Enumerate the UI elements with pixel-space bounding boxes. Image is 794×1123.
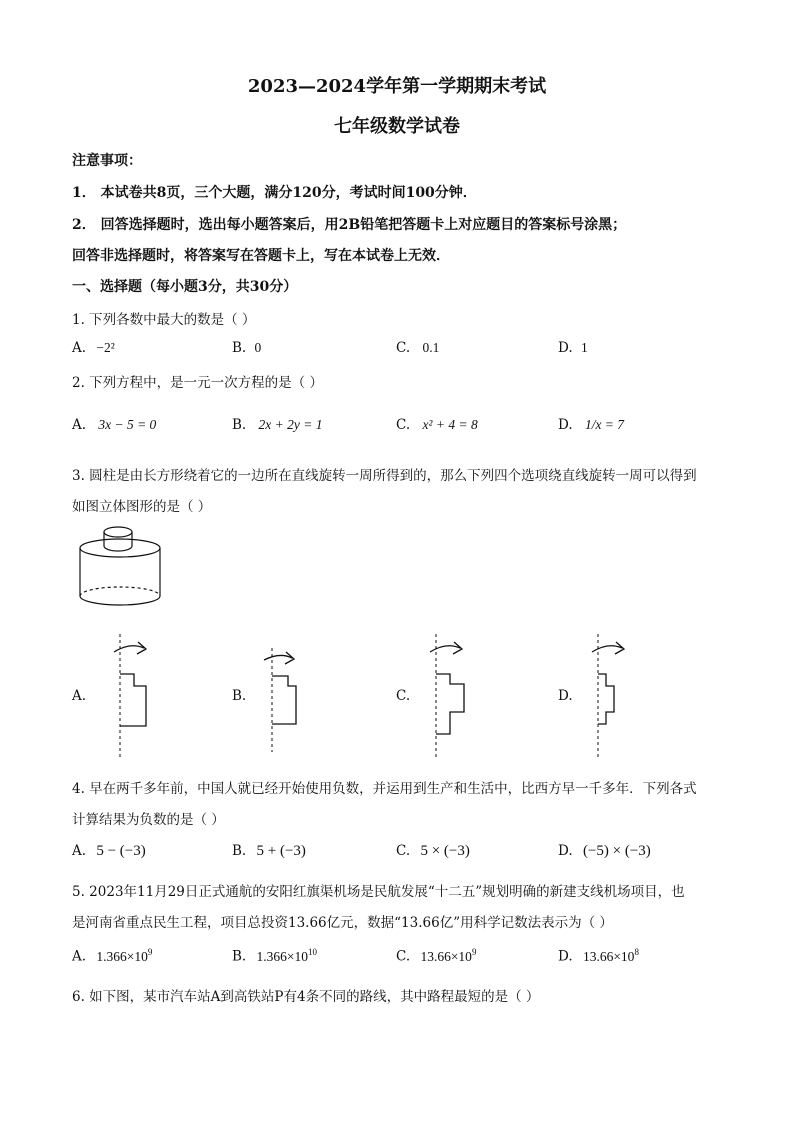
- question-stem: 6. 如下图，某市汽车站A到高铁站P有4条不同的路线，其中路程最短的是（ ）: [72, 989, 540, 1005]
- option-label: B.: [232, 843, 247, 859]
- option-d-label: D.: [558, 688, 573, 704]
- option-b: [232, 340, 261, 356]
- question-stem: 1. 下列各数中最大的数是（ ）: [72, 312, 256, 328]
- option-text: 1: [580, 340, 588, 355]
- option-label: B.: [232, 417, 247, 433]
- question-stem-line2: 如图立体图形的是（ ）: [72, 499, 212, 515]
- option-exponent: 8: [634, 947, 639, 957]
- section-heading: 一、选择题（每小题3分，共30分）: [72, 279, 298, 295]
- option-c: [396, 340, 439, 356]
- option-label: C.: [396, 948, 411, 965]
- option-label: C.: [396, 340, 411, 356]
- option-d: [558, 417, 624, 433]
- question-stem: 2. 下列方程中，是一元一次方程的是（ ）: [72, 375, 323, 391]
- option-d: [558, 340, 588, 356]
- option-mantissa: 1.366×10: [256, 948, 309, 964]
- option-text: −2²: [96, 340, 115, 355]
- option-text: 3x − 5 = 0: [98, 417, 157, 432]
- option-text: 5 + (−3): [256, 843, 306, 859]
- option-c: [396, 947, 476, 965]
- question-stem-line2: 是河南省重点民生工程，项目总投资13.66亿元，数据“13.66亿”用科学记数法表示为（ ）: [72, 915, 613, 931]
- option-text: x² + 4 = 8: [422, 417, 478, 432]
- option-label: A.: [72, 417, 87, 433]
- option-c: [396, 417, 478, 433]
- option-d: [558, 843, 651, 860]
- option-text: 5 − (−3): [96, 843, 146, 859]
- option-text: 1/x = 7: [584, 417, 625, 432]
- option-label: C.: [396, 417, 411, 433]
- option-exponent: 9: [471, 947, 477, 957]
- option-d-figure: [578, 634, 642, 758]
- note-item: 1． 本试卷共8页，三个大题，满分120分，考试时间100分钟．: [72, 185, 477, 201]
- page-subtitle: 七年级数学试卷: [334, 116, 460, 137]
- option-a: [72, 843, 146, 860]
- option-label: B.: [232, 948, 247, 965]
- option-label: D.: [558, 417, 573, 433]
- option-c-figure: [418, 634, 482, 758]
- option-b: [232, 417, 322, 433]
- option-mantissa: 13.66×10: [420, 948, 472, 964]
- option-text: 0.1: [422, 340, 440, 355]
- stacked-cylinder-figure: [78, 526, 174, 614]
- option-label: C.: [396, 843, 411, 859]
- option-text: 2x + 2y = 1: [258, 417, 323, 432]
- question-stem-line1: 5. 2023年11月29日正式通航的安阳红旗渠机场是民航发展“十二五”规划明确的新建支线机场项目，也: [72, 884, 685, 900]
- option-b: [232, 947, 317, 965]
- option-b-label: B.: [232, 688, 247, 704]
- question-stem-line1: 3. 圆柱是由长方形绕着它的一边所在直线旋转一周所得到的，那么下列四个选项绕直线旋转一周可以得到: [72, 468, 697, 484]
- option-text: 5 × (−3): [420, 843, 470, 859]
- option-a: [72, 340, 115, 356]
- page-title: 2023—2024学年第一学期期末考试: [247, 76, 547, 97]
- option-label: B.: [232, 340, 247, 356]
- option-c-label: C.: [396, 688, 411, 704]
- option-label: A.: [72, 340, 87, 356]
- note-item: 2． 回答选择题时，选出每小题答案后，用2B铅笔把答题卡上对应题目的答案标号涂黑；: [72, 217, 627, 233]
- question-stem-line1: 4. 早在两千多年前，中国人就已经开始使用负数，并运用到生产和生活中，比西方早一千多年．下列各式: [72, 781, 697, 797]
- option-label: A.: [72, 843, 87, 859]
- option-a-figure: [100, 634, 160, 758]
- option-label: D.: [558, 340, 573, 356]
- option-label: D.: [558, 843, 573, 859]
- option-a: [72, 417, 156, 433]
- option-b-figure: [254, 648, 314, 752]
- option-mantissa: 1.366×10: [96, 948, 148, 964]
- option-text: 0: [254, 340, 262, 355]
- option-label: D.: [558, 948, 573, 965]
- option-b: [232, 843, 306, 860]
- option-exponent: 9: [147, 947, 153, 957]
- option-d: [558, 947, 639, 965]
- question-stem-line2: 计算结果为负数的是（ ）: [72, 812, 225, 828]
- option-mantissa: 13.66×10: [582, 948, 635, 964]
- option-label: A.: [72, 948, 87, 965]
- option-a: [72, 947, 152, 965]
- option-a-label: A.: [72, 688, 87, 704]
- option-c: [396, 843, 470, 860]
- notes-heading: 注意事项：: [72, 153, 142, 169]
- option-text: (−5) × (−3): [582, 843, 651, 859]
- option-exponent: 10: [308, 947, 318, 957]
- note-item: 回答非选择题时，将答案写在答题卡上，写在本试卷上无效．: [72, 248, 450, 264]
